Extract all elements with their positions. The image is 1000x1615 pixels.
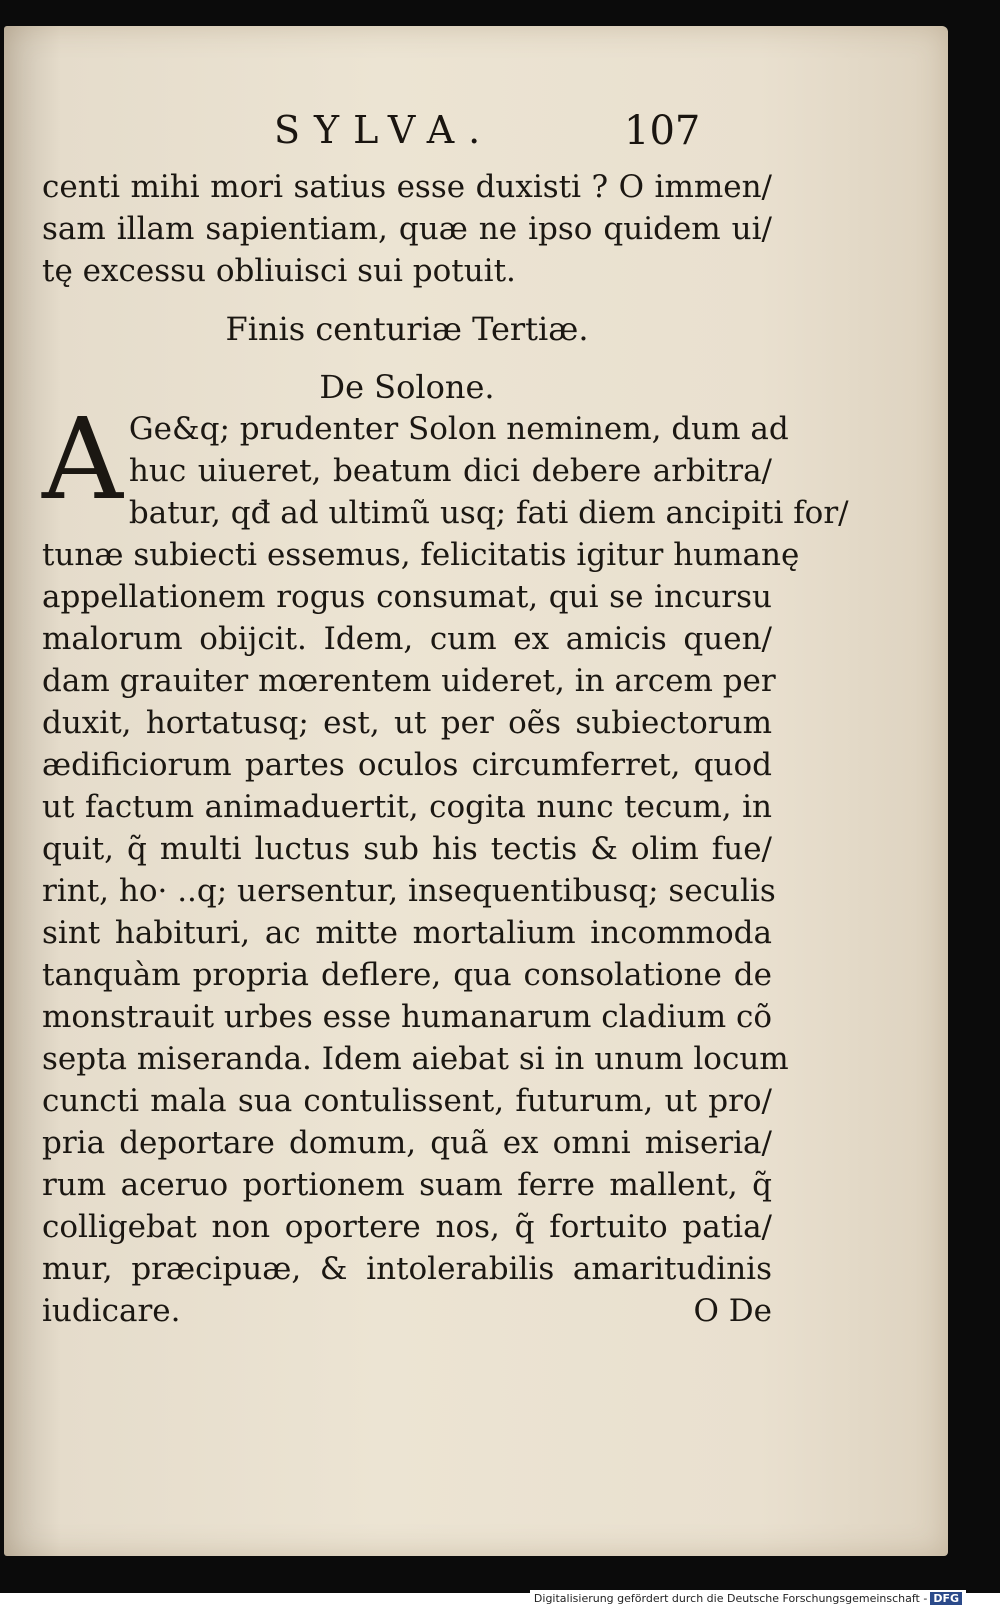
dfg-logo: DFG bbox=[930, 1592, 962, 1605]
page-number: 107 bbox=[624, 108, 701, 154]
credit-text: Digitalisierung gefördert durch die Deutsche Forschungsgemeinschaft - bbox=[533, 1592, 928, 1605]
text-line: dam grauiter mœrentem uideret, in arcem per bbox=[42, 663, 776, 699]
text-line: pria deportare domum, quã ex omni miseria/ bbox=[42, 1125, 772, 1161]
text-line: huc uiueret, beatum dici debere arbitra/ bbox=[128, 453, 772, 489]
final-line bbox=[42, 1290, 772, 1332]
text-line: ut factum animaduertit, cogita nunc tecum, in bbox=[42, 789, 772, 825]
digitization-credit bbox=[530, 1590, 966, 1607]
section-end-heading: Finis centuriæ Tertiæ. bbox=[225, 310, 589, 348]
chapter-title: De Solone. bbox=[319, 368, 495, 406]
text-line: batur, qđ ad ultimũ usq; fati diem ancipiti for/ bbox=[128, 495, 849, 531]
text-line: centi mihi mori satius esse duxisti ? O immen/ bbox=[42, 169, 772, 205]
text-line: Ge&q; prudenter Solon neminem, dum ad bbox=[128, 411, 789, 447]
text-line: tę excessu obliuisci sui potuit. bbox=[42, 253, 516, 289]
text-line: ædificiorum partes oculos circumferret, quod bbox=[42, 747, 772, 783]
book-page bbox=[4, 26, 948, 1556]
drop-cap: A bbox=[42, 395, 123, 525]
text-line: monstrauit urbes esse humanarum cladium cõ bbox=[42, 999, 773, 1035]
paragraph bbox=[42, 395, 849, 1332]
page-text bbox=[42, 166, 849, 1332]
final-word: iudicare. bbox=[42, 1293, 181, 1329]
catchword: O De bbox=[693, 1293, 772, 1329]
text-line: colligebat non oportere nos, q̃ fortuito patia/ bbox=[42, 1209, 772, 1245]
text-line: rint, ho· ..q; uersentur, insequentibusq; seculis bbox=[42, 873, 776, 909]
text-line: appellationem rogus consumat, qui se incursu bbox=[42, 579, 772, 615]
text-line: duxit, hortatusq; est, ut per oẽs subiectorum bbox=[42, 705, 772, 741]
text-line: tanquàm propria deflere, qua consolatione de bbox=[42, 957, 772, 993]
text-line: quit, q̃ multi luctus sub his tectis & olim fue/ bbox=[42, 831, 772, 867]
text-line: mur, præcipuæ, & intolerabilis amaritudinis bbox=[42, 1251, 772, 1287]
text-line: malorum obijcit. Idem, cum ex amicis quen/ bbox=[42, 621, 772, 657]
text-line: cuncti mala sua contulissent, futurum, ut pro/ bbox=[42, 1083, 772, 1119]
text-line: sam illam sapientiam, quæ ne ipso quidem ui/ bbox=[42, 211, 772, 247]
text-line: rum aceruo portionem suam ferre mallent, q̃ bbox=[42, 1167, 772, 1203]
text-line: sint habituri, ac mitte mortalium incommoda bbox=[42, 915, 772, 951]
text-line: septa miseranda. Idem aiebat si in unum locum bbox=[42, 1041, 789, 1077]
text-line: tunæ subiecti essemus, felicitatis igitur humanę bbox=[42, 537, 800, 573]
running-head: SYLVA. bbox=[274, 108, 495, 152]
